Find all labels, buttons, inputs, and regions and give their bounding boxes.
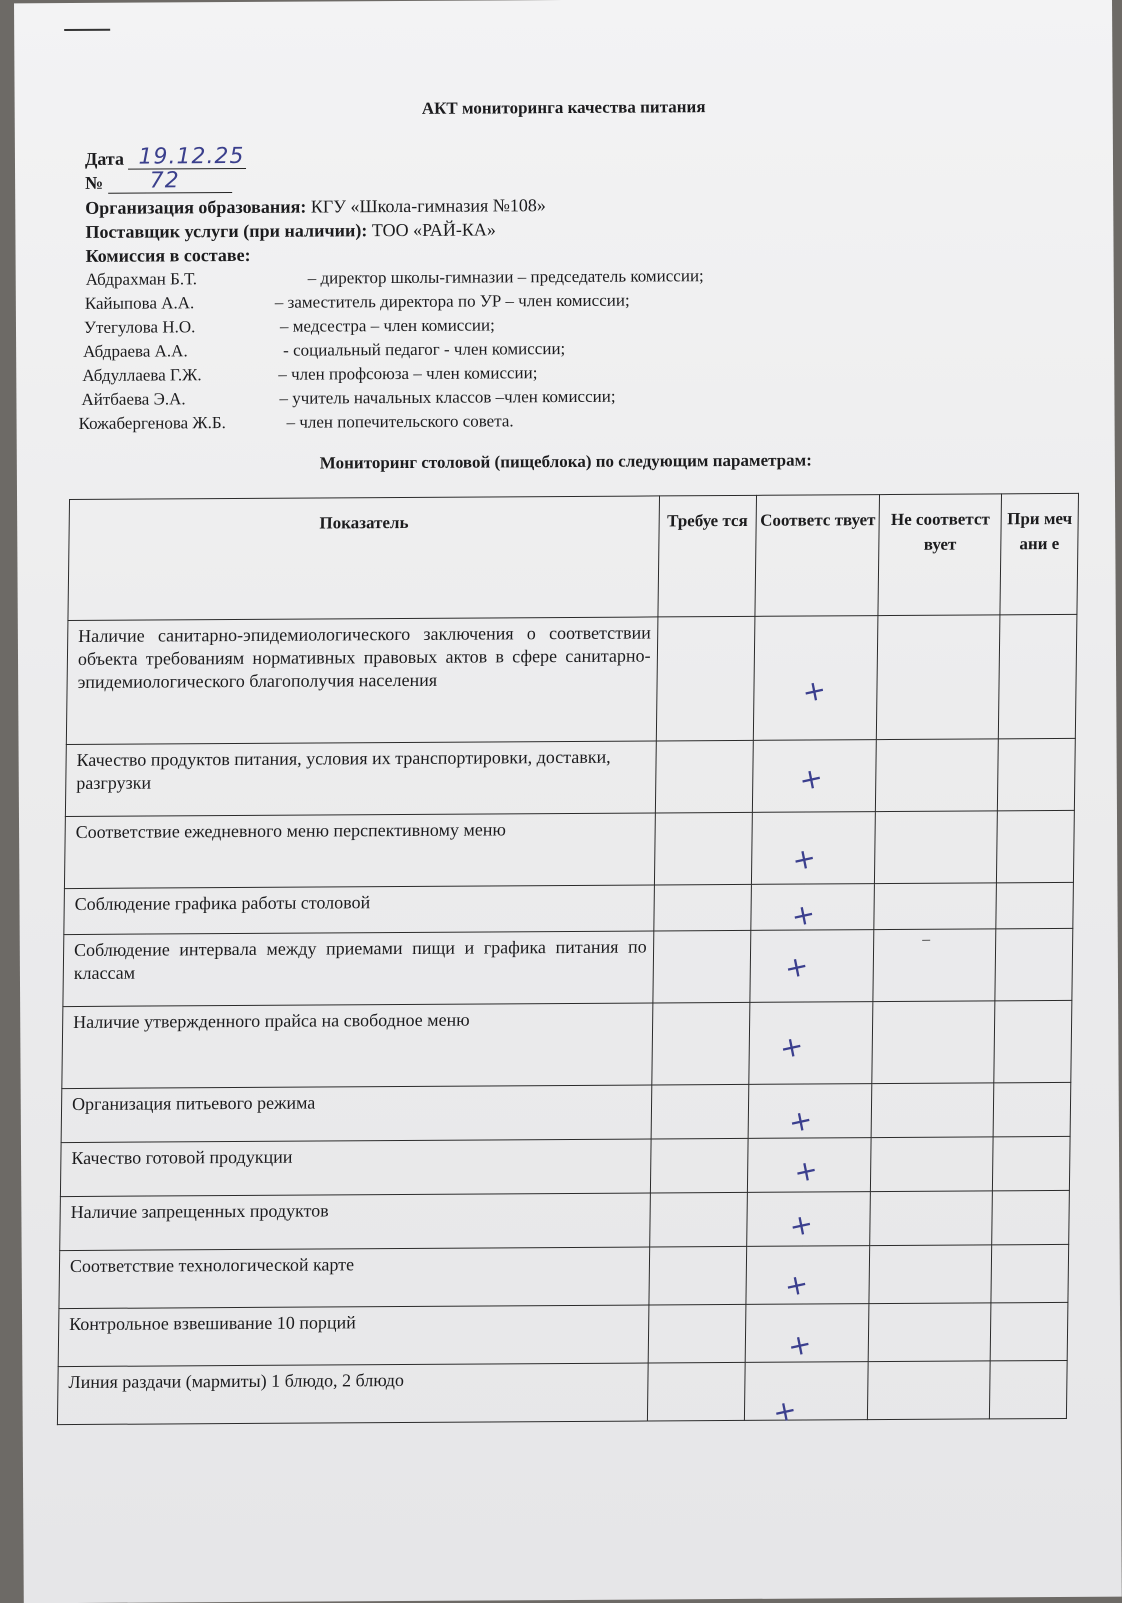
required-cell [652, 930, 750, 1003]
note-cell [991, 1244, 1069, 1302]
member-name: Кайыпова А.А. [84, 293, 195, 313]
supplier-label: Поставщик услуги (при наличии): [85, 220, 368, 242]
indicator-cell: Соответствие ежедневного меню перспективному меню [64, 813, 655, 889]
handwritten-plus-mark: + [781, 948, 812, 986]
compliant-cell [752, 740, 877, 813]
compliant-cell [751, 812, 876, 885]
note-cell [989, 1360, 1067, 1418]
organization-value: КГУ «Школа-гимназия №108» [310, 195, 546, 217]
number-label: № [85, 172, 104, 193]
indicator-cell: Соблюдение графика работы столовой [64, 885, 654, 935]
required-cell [649, 1192, 747, 1247]
note-cell [995, 928, 1073, 1000]
compliant-cell [748, 1084, 872, 1139]
note-cell [996, 810, 1074, 882]
required-cell [649, 1246, 747, 1305]
table-row [64, 810, 1074, 888]
table-row [60, 1136, 1070, 1196]
member-name: Абдраева А.А. [83, 341, 188, 361]
table-row [62, 1000, 1072, 1088]
noncompliant-cell [875, 811, 998, 884]
table-row [57, 1360, 1067, 1424]
member-name: Абдрахман Б.Т. [85, 269, 198, 289]
member-row [81, 386, 616, 410]
indicator-cell: Наличие утвержденного прайса на свободное меню [62, 1003, 653, 1089]
note-cell [996, 882, 1074, 928]
required-cell [654, 812, 752, 885]
member-role: – учитель начальных классов –член комиссии; [279, 386, 616, 408]
date-field [84, 143, 247, 170]
indicator-cell: Линия раздачи (мармиты) 1 блюдо, 2 блюдо [57, 1363, 647, 1425]
indicator-cell: Наличие санитарно-эпидемиологического заключения о соответствии объекта требованиям нормативных правовых актов в сфере санитарно-эпидемиологического благополучия населения [66, 617, 657, 745]
compliant-cell [751, 884, 875, 934]
member-row [85, 266, 704, 290]
member-row [78, 411, 514, 434]
table-subtitle: Мониторинг столовой (пищеблока) по следующим параметрам: [319, 450, 812, 473]
indicator-cell: Соответствие технологической карте [59, 1247, 649, 1309]
required-cell [653, 884, 751, 931]
table-row [63, 928, 1073, 1006]
header-note: При меч ани е [1000, 493, 1079, 614]
table-row [64, 882, 1074, 934]
handwritten-plus-mark: + [796, 760, 826, 798]
noncompliant-cell [869, 1245, 991, 1304]
header-noncompliant: Не соответст вует [878, 494, 1001, 616]
document-title: АКТ мониторинга качества питания [421, 97, 706, 118]
corner-dash [64, 29, 110, 31]
indicator-cell: Контрольное взвешивание 10 порций [58, 1305, 648, 1367]
date-label: Дата [84, 148, 125, 169]
monitoring-table [57, 493, 1079, 1430]
required-cell [655, 740, 753, 813]
note-cell [992, 1136, 1070, 1190]
indicator-cell: Наличие запрещенных продуктов [60, 1193, 650, 1251]
member-role: – член профсоюза – член комиссии; [278, 363, 538, 384]
member-row [84, 290, 630, 314]
handwritten-plus-mark: + [784, 1326, 815, 1364]
table-row [58, 1302, 1068, 1366]
supplier-line [85, 219, 496, 243]
noncompliant-cell [872, 1083, 994, 1138]
noncompliant-cell [871, 1137, 993, 1192]
document-page [14, 0, 1122, 1603]
member-name: Абдуллаева Г.Ж. [82, 365, 202, 385]
compliant-cell [747, 1138, 871, 1193]
noncompliant-cell [876, 739, 999, 812]
required-cell [656, 616, 755, 741]
table-row [60, 1190, 1070, 1250]
member-name: Айтбаева Э.А. [81, 389, 186, 409]
compliant-cell [750, 930, 875, 1003]
number-handwritten: 72 [149, 168, 180, 194]
handwritten-plus-mark: + [791, 1152, 821, 1190]
handwritten-plus-mark: + [781, 1266, 811, 1304]
member-row [83, 315, 495, 338]
noncompliant-cell [874, 883, 996, 930]
handwritten-plus-mark: + [788, 896, 818, 934]
compliant-cell [746, 1246, 870, 1305]
header-indicator: Показатель [68, 496, 659, 621]
organization-line [85, 195, 546, 219]
noncompliant-cell [872, 1001, 995, 1084]
note-cell [992, 1190, 1070, 1244]
member-role: – заместитель директора по УР – член комиссии; [274, 290, 630, 312]
member-role: – медсестра – член комиссии; [279, 315, 495, 336]
number-line [108, 168, 232, 194]
handwritten-plus-mark: + [799, 672, 829, 710]
member-row [82, 363, 538, 386]
commission-label: Комиссия в составе: [85, 244, 251, 266]
commission-heading [85, 245, 250, 267]
table-row [66, 614, 1077, 744]
organization-label: Организация образования: [85, 196, 307, 218]
noncompliant-cell [877, 615, 1000, 740]
table-row [59, 1244, 1069, 1308]
note-cell [998, 614, 1077, 738]
required-cell [647, 1362, 745, 1421]
member-name: Кожабергенова Ж.Б. [78, 413, 226, 433]
required-cell [648, 1304, 746, 1363]
table-row [61, 1082, 1071, 1142]
number-field [85, 168, 232, 194]
indicator-cell: Качество продуктов питания, условия их транспортировки, доставки, разгрузки [65, 741, 656, 817]
member-name: Утегулова Н.О. [83, 317, 196, 337]
indicator-cell: Качество готовой продукции [60, 1139, 650, 1197]
compliant-cell [744, 1362, 868, 1430]
indicator-cell: Соблюдение интервала между приемами пищи и графика питания по классам [63, 931, 654, 1007]
noncompliant-cell [868, 1361, 990, 1420]
compliant-cell [749, 1002, 874, 1085]
handwritten-plus-mark: + [786, 1206, 816, 1244]
noncompliant-cell [870, 1191, 992, 1246]
note-cell [990, 1302, 1068, 1360]
handwritten-plus-mark: + [776, 1028, 807, 1066]
handwritten-plus-mark: + [785, 1102, 816, 1140]
header-required: Требуе тся [658, 495, 757, 617]
compliant-cell [745, 1304, 869, 1363]
member-role: – член попечительского совета. [286, 411, 514, 432]
member-row [83, 338, 566, 362]
member-role: – директор школы-гимназии – председатель комиссии; [307, 266, 704, 288]
compliant-cell [747, 1192, 871, 1247]
note-cell [997, 738, 1075, 810]
date-line [128, 143, 246, 170]
supplier-value: ТОО «РАЙ-КА» [371, 219, 496, 241]
compliant-cell [753, 616, 878, 741]
table-row [65, 738, 1075, 816]
handwritten-plus-mark: + [789, 840, 819, 878]
stray-dash [923, 940, 931, 941]
table-header-row [68, 493, 1079, 620]
indicator-cell: Организация питьевого режима [61, 1085, 651, 1143]
note-cell [993, 1082, 1071, 1136]
required-cell [651, 1084, 749, 1139]
required-cell [651, 1002, 749, 1085]
noncompliant-cell [869, 1303, 991, 1362]
required-cell [650, 1138, 748, 1193]
date-handwritten: 19.12.25 [138, 143, 245, 170]
header-compliant: Соответс твует [755, 495, 880, 617]
note-cell [994, 1000, 1072, 1082]
noncompliant-cell [873, 929, 996, 1002]
member-role: - социальный педагог - член комиссии; [283, 338, 566, 360]
handwritten-plus-mark: + [769, 1392, 800, 1430]
